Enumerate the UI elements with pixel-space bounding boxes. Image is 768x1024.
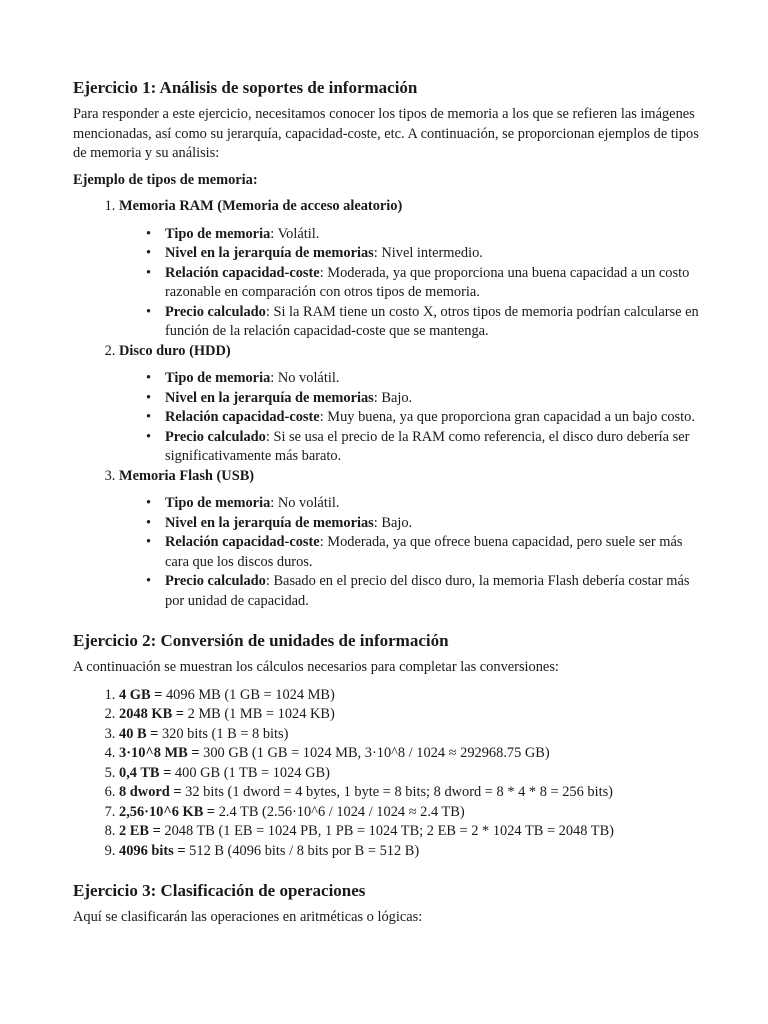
- memory-props-list: [119, 494, 703, 611]
- ex2-title: Ejercicio 2: Conversión de unidades de información: [73, 631, 449, 650]
- ex1-subtitle: Ejemplo de tipos de memoria:: [73, 171, 258, 188]
- prop-text: : Basado en el precio del disco duro, la memoria Flash debería costar más por unidad de capacidad.: [165, 573, 690, 609]
- bullet-icon: •: [146, 495, 152, 511]
- conversion-expr: 40 B =: [119, 725, 159, 742]
- conversion-result: 512 B (4096 bits / 8 bits por B = 512 B): [185, 842, 420, 859]
- prop-text: : Moderada, ya que ofrece buena capacidad, pero suele ser más cara que los discos duros.: [165, 534, 683, 570]
- conversion-result: 320 bits (1 B = 8 bits): [158, 725, 289, 742]
- bullet-icon: •: [146, 514, 152, 531]
- bullet-icon: •: [146, 225, 152, 242]
- prop-label: Relación capacidad-coste: [165, 409, 320, 425]
- prop-label: Tipo de memoria: [165, 225, 271, 242]
- prop-text: : Si se usa el precio de la RAM como referencia, el disco duro debería ser significativamente más barato.: [165, 428, 690, 464]
- memory-props-list: [119, 369, 703, 467]
- prop-item: [146, 572, 703, 611]
- prop-label: Nivel en la jerarquía de memorias: [165, 245, 374, 261]
- prop-text: : Si la RAM tiene un costo X, otros tipos de memoria podrían calcularse en función de la relación capacidad-coste que se mantenga.: [165, 303, 699, 339]
- conversion-expr: 2 EB =: [119, 823, 161, 839]
- ex1-intro: Para responder a este ejercicio, necesitamos conocer los tipos de memoria a los que se refieren las imágenes mencionadas, así como su jerarquía, capacidad-coste, etc. A continuación, se proporcionan ejemplos de tipos de memoria y su análisis:: [73, 106, 699, 161]
- memory-props-list: [119, 225, 703, 342]
- prop-label: Tipo de memoria: [165, 495, 271, 511]
- prop-label: Precio calculado: [165, 573, 266, 589]
- prop-label: Tipo de memoria: [165, 370, 271, 386]
- conversion-expr: 3·10^8 MB =: [119, 745, 200, 761]
- prop-text: : Bajo.: [373, 514, 413, 531]
- prop-item: [146, 494, 703, 514]
- conversion-expr: 8 dword =: [119, 784, 182, 800]
- prop-item: [146, 514, 703, 534]
- memory-item-title: 1. Memoria RAM (Memoria de acceso aleatorio): [119, 198, 403, 214]
- conversion-item: [119, 725, 703, 745]
- prop-label: Relación capacidad-coste: [165, 264, 320, 281]
- conversion-expr: 2048 KB =: [119, 706, 184, 722]
- prop-label: Nivel en la jerarquía de memorias: [165, 389, 374, 406]
- memory-types-list: [73, 197, 703, 611]
- memory-item-title: 2. Disco duro (HDD): [119, 342, 231, 359]
- bullet-icon: •: [146, 370, 152, 386]
- prop-item: [146, 369, 703, 389]
- conversion-item: [119, 744, 703, 764]
- prop-item: [146, 408, 703, 428]
- section-spacer: [73, 861, 703, 880]
- prop-label: Precio calculado: [165, 303, 266, 320]
- prop-text: : No volátil.: [270, 495, 340, 511]
- memory-item-ram: [119, 197, 703, 342]
- conversion-item: [119, 842, 703, 862]
- conversion-item: [119, 783, 703, 803]
- prop-text: : Moderada, ya que proporciona una buena capacidad a un costo razonable en comparación con otros tipos de memoria.: [165, 264, 690, 300]
- ex3-intro: Aquí se clasificarán las operaciones en aritméticas o lógicas:: [73, 909, 423, 925]
- section-spacer: [73, 611, 703, 630]
- bullet-icon: •: [146, 534, 152, 550]
- prop-item: [146, 244, 703, 264]
- conversion-result: 4096 MB (1 GB = 1024 MB): [162, 686, 335, 703]
- prop-text: : Volátil.: [270, 225, 320, 242]
- prop-item: [146, 225, 703, 245]
- conversion-item: [119, 822, 703, 842]
- prop-text: : Nivel intermedio.: [373, 245, 483, 261]
- ex1-title: Ejercicio 1: Análisis de soportes de información: [73, 78, 418, 97]
- ex2-intro: A continuación se muestran los cálculos necesarios para completar las conversiones:: [73, 659, 559, 675]
- bullet-icon: •: [146, 573, 152, 589]
- conversion-result: 2.4 TB (2.56·10^6 / 1024 / 1024 ≈ 2.4 TB): [215, 803, 465, 820]
- conversion-item: [119, 686, 703, 706]
- prop-item: [146, 428, 703, 467]
- prop-label: Relación capacidad-coste: [165, 534, 320, 550]
- bullet-icon: •: [146, 389, 152, 406]
- conversion-result: 32 bits (1 dword = 4 bytes, 1 byte = 8 bits; 8 dword = 8 * 4 * 8 = 256 bits): [181, 784, 613, 800]
- conversion-item: [119, 764, 703, 784]
- prop-text: : Bajo.: [373, 389, 413, 406]
- conversion-expr: 4 GB =: [119, 686, 163, 703]
- bullet-icon: •: [146, 245, 152, 261]
- conversion-expr: 2,56·10^6 KB =: [119, 803, 216, 820]
- memory-item-flash: [119, 467, 703, 612]
- prop-item: [146, 533, 703, 572]
- memory-item-hdd: [119, 342, 703, 467]
- bullet-icon: •: [146, 303, 152, 320]
- conversion-item: [119, 705, 703, 725]
- ex3-title: Ejercicio 3: Clasificación de operaciones: [73, 881, 366, 900]
- conversion-result: 300 GB (1 GB = 1024 MB, 3·10^8 / 1024 ≈ 292968.75 GB): [199, 745, 550, 761]
- conversion-expr: 0,4 TB =: [119, 764, 172, 781]
- conversion-expr: 4096 bits =: [119, 842, 186, 859]
- prop-item: [146, 389, 703, 409]
- document-body: [73, 77, 703, 928]
- prop-label: Precio calculado: [165, 428, 266, 445]
- conversion-result: 2048 TB (1 EB = 1024 PB, 1 PB = 1024 TB; 2 EB = 2 * 1024 TB = 2048 TB): [160, 823, 614, 839]
- conversion-result: 2 MB (1 MB = 1024 KB): [183, 706, 335, 722]
- prop-item: [146, 264, 703, 303]
- bullet-icon: •: [146, 428, 152, 445]
- conversions-list: [73, 686, 703, 862]
- prop-item: [146, 303, 703, 342]
- prop-text: : No volátil.: [270, 370, 340, 386]
- prop-label: Nivel en la jerarquía de memorias: [165, 514, 374, 531]
- conversion-item: [119, 803, 703, 823]
- memory-item-title: 3. Memoria Flash (USB): [119, 467, 255, 484]
- bullet-icon: •: [146, 409, 152, 425]
- prop-text: : Muy buena, ya que proporciona gran capacidad a un bajo costo.: [319, 409, 695, 425]
- conversion-result: 400 GB (1 TB = 1024 GB): [171, 764, 330, 781]
- bullet-icon: •: [146, 264, 152, 281]
